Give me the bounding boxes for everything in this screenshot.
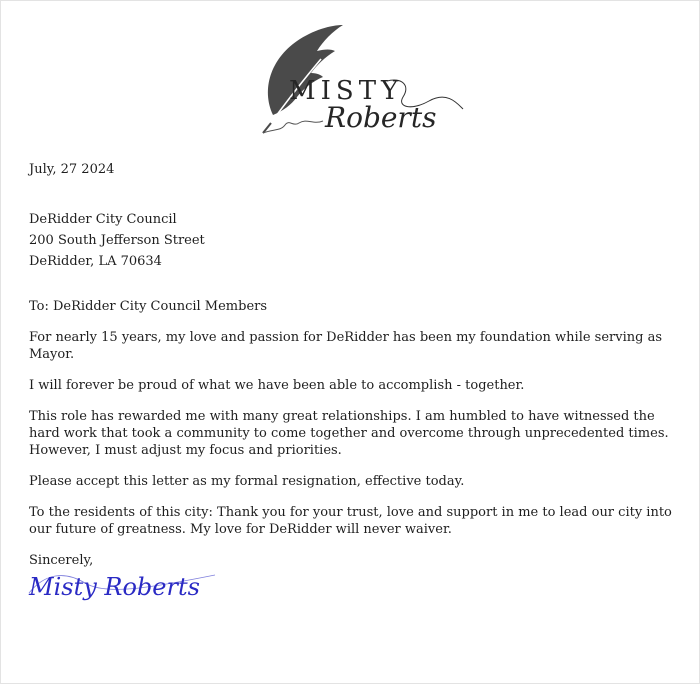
letter-paragraph: I will forever be proud of what we have been able to accomplish - together. bbox=[29, 378, 525, 393]
recipient-address bbox=[29, 209, 205, 272]
salutation: To: DeRidder City Council Members bbox=[29, 299, 268, 314]
letterhead-logo bbox=[251, 19, 471, 137]
letter-paragraph: To the residents of this city: Thank you for your trust, love and support in me to lead our city into our future of greatness. My love for DeRidder will never waiver. bbox=[29, 505, 672, 537]
address-line: DeRidder City Council bbox=[29, 212, 177, 227]
logo-last-name: Roberts bbox=[325, 101, 437, 134]
closing: Sincerely, bbox=[29, 553, 94, 568]
letter-paragraph: Please accept this letter as my formal resignation, effective today. bbox=[29, 474, 465, 489]
address-line: 200 South Jefferson Street bbox=[29, 233, 205, 248]
letter-body bbox=[29, 298, 679, 583]
letter-paragraph: This role has rewarded me with many great relationships. I am humbled to have witnessed the hard work that took a community to come together and overcome through unprecedented times. However, I must adjust my focus and priorities. bbox=[29, 409, 669, 458]
logo-first-name: MISTY bbox=[289, 76, 404, 106]
handwritten-signature bbox=[25, 561, 225, 615]
address-line: DeRidder, LA 70634 bbox=[29, 254, 162, 269]
letter-date: July, 27 2024 bbox=[29, 162, 115, 177]
letter-paragraph: For nearly 15 years, my love and passion for DeRidder has been my foundation while serving as Mayor. bbox=[29, 330, 663, 362]
signature-text: Misty Roberts bbox=[29, 573, 200, 601]
quill-feather-icon bbox=[251, 19, 471, 137]
